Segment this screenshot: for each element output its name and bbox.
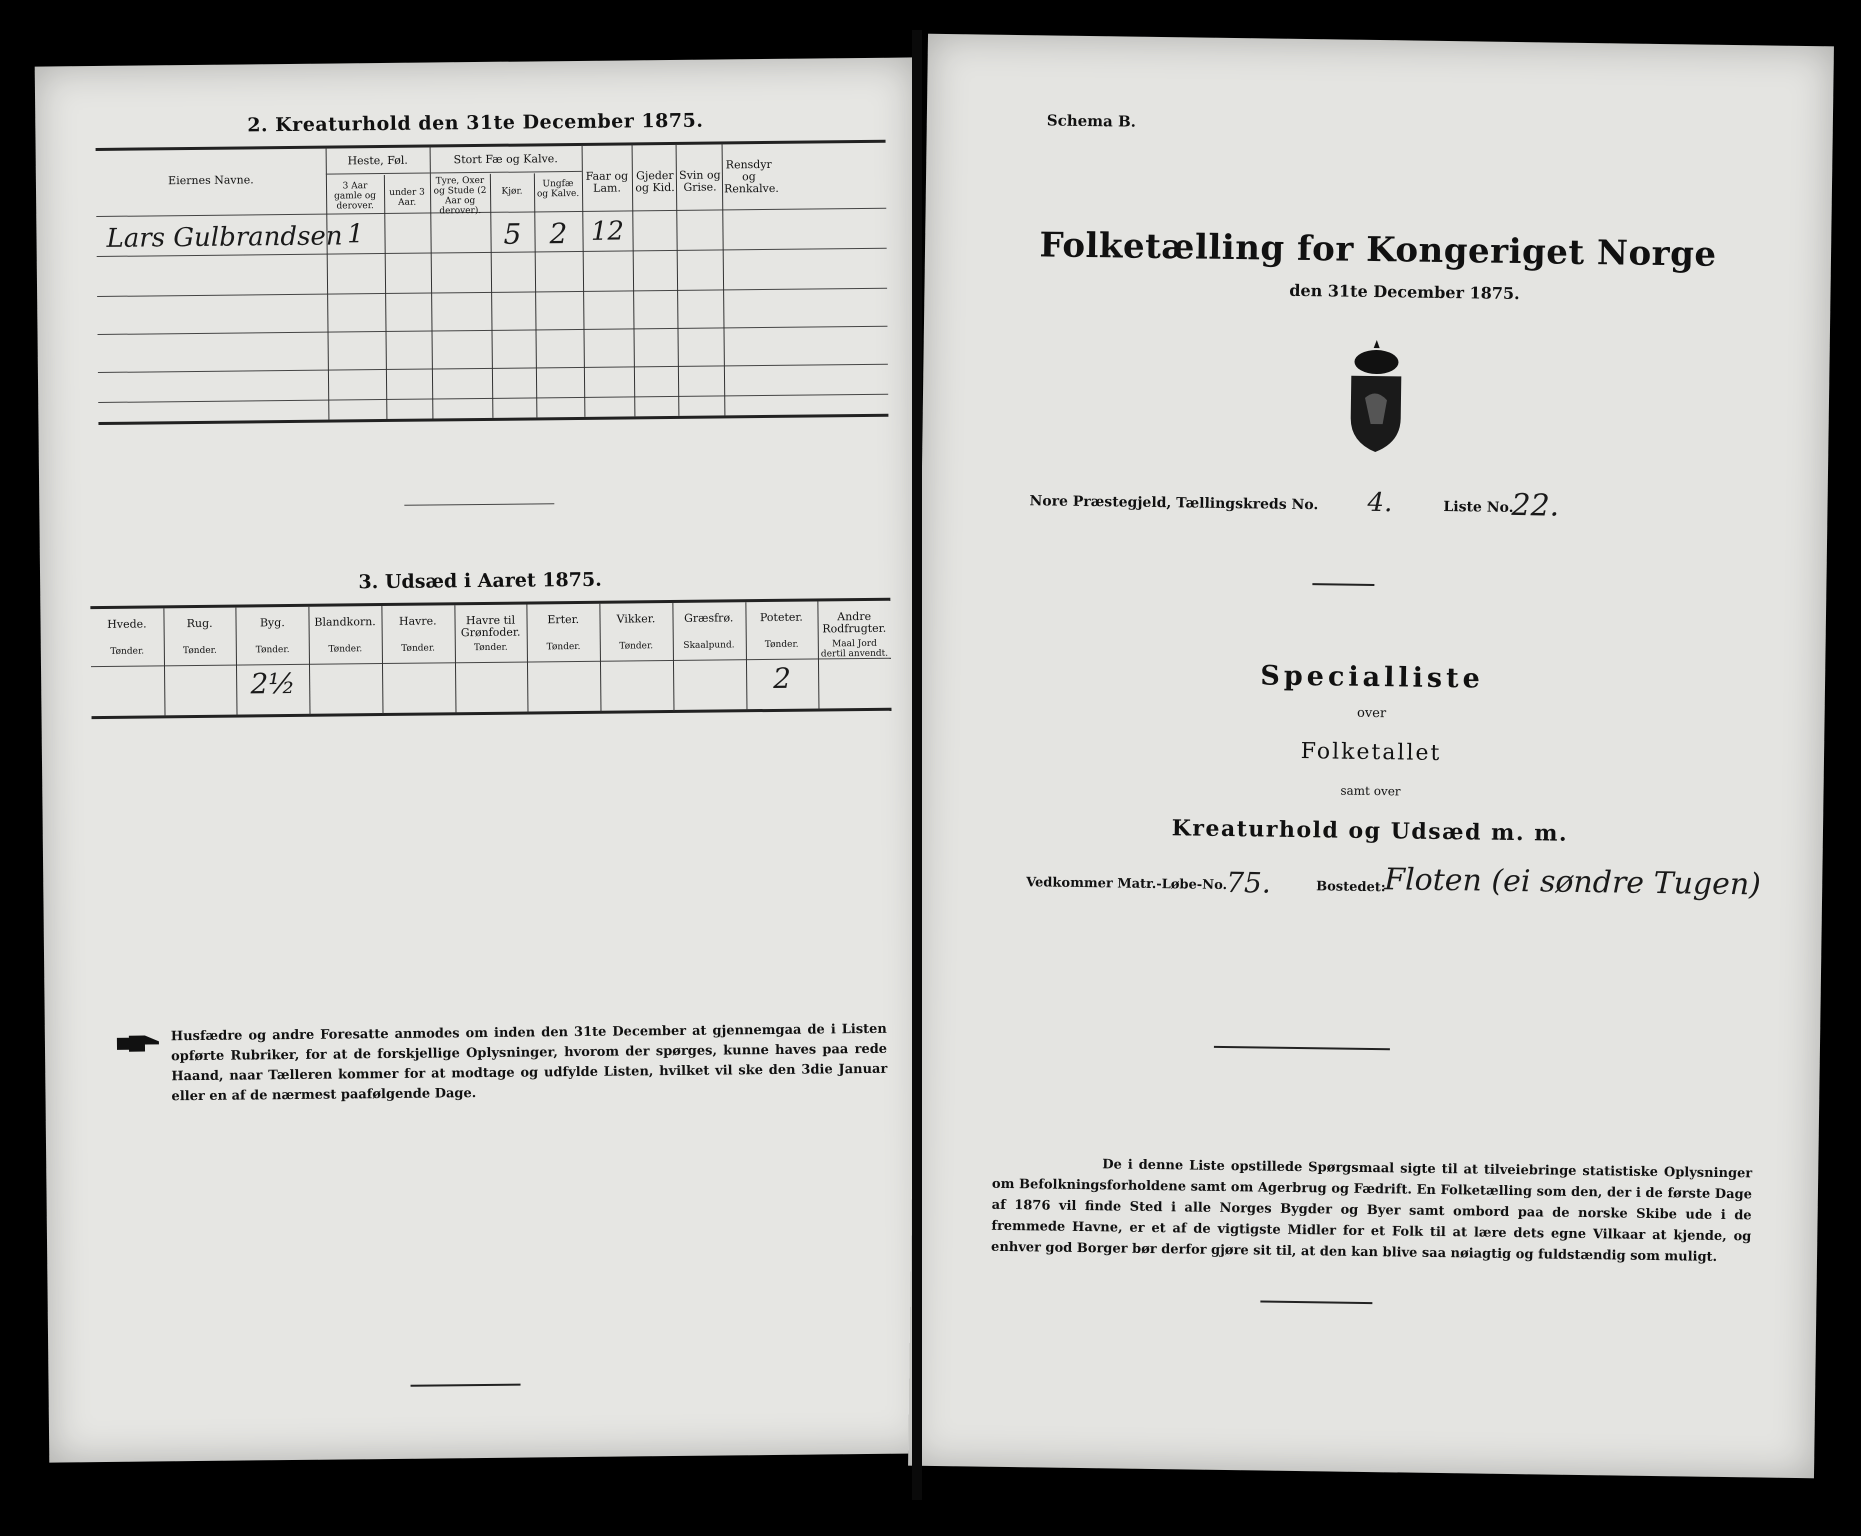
title-date: den 31te December 1875. <box>1289 280 1520 304</box>
section2-bottom-rule <box>98 414 888 425</box>
header-stort-b: Kjør. <box>501 186 523 197</box>
header-rensdyr: Rensdyr og Renkalve. <box>723 157 779 196</box>
header-heste-group: Heste, Føl. <box>347 153 408 168</box>
section3-header-unit: Tønder. <box>110 646 145 657</box>
section3-header-name: Blandkorn. <box>314 615 376 629</box>
kreds-number: 4. <box>1367 487 1393 519</box>
section3-header-unit: Tønder. <box>619 641 654 652</box>
section3-header-unit: Tønder. <box>546 641 581 653</box>
section2-title: 2. Kreaturhold den 31te December 1875. <box>247 109 704 137</box>
section3-header-unit: Tønder. <box>255 645 290 656</box>
section3-header-name: Poteter. <box>759 610 803 625</box>
matr-number: 75. <box>1225 865 1271 900</box>
section3-header-name: Andre Rodfrugter. <box>822 609 887 636</box>
section3-value <box>164 668 237 669</box>
section3-header-unit: Tønder. <box>182 645 217 657</box>
right-page <box>908 34 1834 1479</box>
section2-group-rule <box>326 173 430 175</box>
section3-header-name: Erter. <box>547 612 580 627</box>
section3-top-rule <box>90 598 890 609</box>
value-ungfae: 2 <box>549 217 568 251</box>
section3-value: 2½ <box>250 666 296 701</box>
pointing-hand-icon <box>115 1033 161 1053</box>
section3-value <box>382 665 455 666</box>
section3-value <box>455 665 528 666</box>
header-heste-b: under 3 Aar. <box>389 187 425 208</box>
schema-label: Schema B. <box>1046 111 1137 131</box>
section2-col-divider <box>384 175 388 419</box>
section3-header-unit: Tønder. <box>473 642 508 654</box>
coat-of-arms-icon <box>1342 338 1410 455</box>
info-paragraph: De i denne Liste opstillede Spørgsmaal sigte til at tilveiebringe statistiske Oplysninger om Befolkningsforholdene samt om Agerbrug og Fædrift. En Folketælling som den, der i de første Dage af 1876 vil finde Sted i alle Norges Bygder og Byer samt ombord paa de norske Skibe ude i de fremmede Havne, er et af de vigtigste Midler for et Folk til at lære dets egne Vilkaar at kjende, og enhver god Borger bør derfor gjøre sit til, at den kan blive saa nøiagtig og fuldstændig som muligt. <box>990 1157 1753 1265</box>
section3-header-name: Rug. <box>186 616 213 631</box>
header-owner: Eiernes Navne. <box>168 173 254 188</box>
section2-top-rule <box>96 140 886 151</box>
long-rule <box>1214 1046 1390 1050</box>
value-faar: 12 <box>590 216 625 247</box>
notice-text: Husfædre og andre Foresatte anmodes om inden den 31te December at gjennemgaa de i Listen opførte Rubriker, for at de forskjellige Oplysninger, hvorom der spørges, kunne haves paa rede Haand, naar Tælleren kommer for at modtage og udfylde Listen, hvilket vil ske den 3die Januar eller en af de nærmest paafølgende Dage. <box>170 1021 888 1105</box>
bosted-label: Bostedet: <box>1316 879 1386 896</box>
section3-header-name: Vikker. <box>616 612 656 626</box>
section3-header-unit: Tønder. <box>764 639 799 651</box>
section2-col-divider <box>490 174 494 418</box>
bottom-rule <box>411 1384 521 1387</box>
section3-value <box>818 661 891 662</box>
short-rule <box>1312 583 1374 586</box>
section3-header-name: Havre til Grønfoder. <box>460 613 521 640</box>
header-svin: Svin og Grise. <box>679 168 721 194</box>
separator-rule <box>404 503 554 506</box>
left-page <box>35 57 930 1462</box>
section3-value <box>600 663 673 664</box>
kreaturhold-text: Kreaturhold og Udsæd m. m. <box>1171 815 1569 847</box>
section3-header-unit: Maal Jord dertil anvendt. <box>820 638 889 660</box>
section3-header-name: Havre. <box>398 614 437 628</box>
header-stort-c: Ungfæ og Kalve. <box>536 179 580 200</box>
specialliste-heading: Specialliste <box>1260 660 1484 695</box>
binding-shadow <box>912 30 922 1500</box>
liste-label: Liste No. <box>1443 498 1514 516</box>
samt-over-text: samt over <box>1340 783 1401 799</box>
section3-title: 3. Udsæd i Aaret 1875. <box>358 568 602 594</box>
section3-value <box>673 662 746 663</box>
section3-value: 2 <box>772 661 792 695</box>
over-text: over <box>1356 705 1387 722</box>
section3-value <box>527 664 600 665</box>
header-faar: Faar og Lam. <box>585 169 629 195</box>
bosted-value: Floten (ei søndre Tugen) <box>1384 862 1762 903</box>
section3-bottom-rule <box>92 708 892 719</box>
liste-number: 22. <box>1511 487 1560 524</box>
owner-name: Lars Gulbrandsen <box>106 221 343 254</box>
header-stort-group: Stort Fæ og Kalve. <box>453 152 558 167</box>
section3-header-name: Hvede. <box>107 617 147 631</box>
value-kjor: 5 <box>503 217 522 251</box>
header-gjeder: Gjeder og Kid. <box>635 168 675 195</box>
main-title: Folketælling for Kongeriget Norge <box>1039 225 1717 275</box>
section3-value <box>91 668 164 669</box>
value-heste-a: 1 <box>347 219 364 250</box>
parish-label: Nore Præstegjeld, Tællingskreds No. <box>1029 493 1319 514</box>
section3-header-name: Byg. <box>259 616 285 630</box>
header-heste-a: 3 Aar gamle og derover. <box>334 181 377 212</box>
udsaed-columns <box>35 57 915 66</box>
header-stort-a: Tyre, Oxer og Stude (2 Aar og derover). <box>433 175 487 217</box>
section3-value <box>309 666 382 667</box>
section3-header-unit: Tønder. <box>401 643 436 654</box>
section3-header-unit: Skaalpund. <box>683 640 735 651</box>
section2-group-rule <box>430 171 582 174</box>
section2-col-divider <box>534 173 538 417</box>
end-rule <box>1260 1301 1372 1305</box>
section3-header-name: Græsfrø. <box>683 611 734 625</box>
section3-header-unit: Tønder. <box>328 644 363 655</box>
folketallet-text: Folketallet <box>1300 739 1442 766</box>
matr-label: Vedkommer Matr.-Løbe-No. <box>1026 875 1228 894</box>
